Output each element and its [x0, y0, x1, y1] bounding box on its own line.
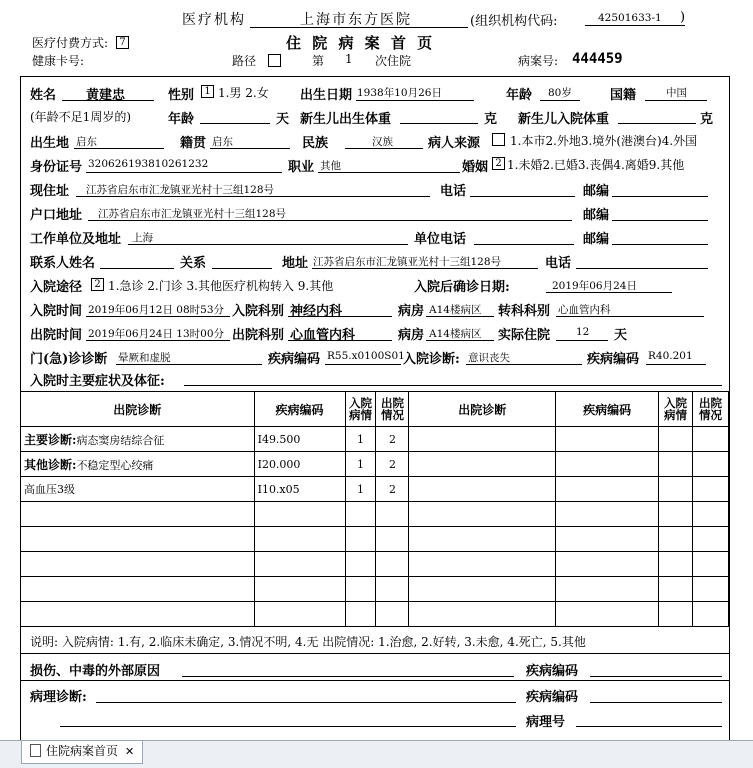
nb-admit-weight-underline [618, 123, 696, 124]
stay-label: 实际住院 [498, 328, 551, 343]
zip-underline-2 [612, 220, 708, 221]
code-cell[interactable] [556, 452, 659, 477]
diag-cell[interactable] [409, 452, 556, 477]
out-dept-underline [288, 340, 392, 341]
gram-unit-2: 克 [700, 112, 714, 127]
in-code-label: 疾病编码 [587, 352, 640, 367]
work-value[interactable]: 上海 [132, 232, 153, 244]
birth-underline [356, 100, 474, 101]
health-card-label: 健康卡号: [32, 54, 85, 68]
in-dept-label: 入院科别 [232, 304, 285, 319]
diag-cell[interactable] [21, 552, 255, 577]
table-row[interactable] [21, 452, 729, 477]
pay-value-box[interactable]: 7 [116, 36, 129, 49]
page-title: 住 院 病 案 首 页 [286, 34, 436, 52]
zip-label: 邮编 [583, 184, 610, 199]
id-label: 身份证号 [30, 160, 83, 175]
code-cell[interactable] [556, 577, 659, 602]
out-cond-cell[interactable] [376, 502, 409, 527]
case-no-label: 病案号: [518, 54, 559, 68]
age-label: 年龄 [506, 88, 533, 103]
ethnic-value[interactable]: 汉族 [372, 136, 393, 148]
in-cond-cell[interactable]: 1 [345, 452, 376, 477]
in-cond-cell[interactable] [659, 427, 693, 452]
zip-underline [612, 196, 708, 197]
code-cell[interactable]: I10.x05 [254, 477, 345, 502]
diag-cell[interactable] [21, 427, 255, 452]
main-diag-label: 主要诊断: [24, 432, 77, 447]
relation-label: 关系 [180, 256, 207, 271]
contact-addr-underline [312, 268, 538, 269]
in-cond-cell[interactable] [345, 552, 376, 577]
zip-label-3: 邮编 [583, 232, 610, 247]
work-phone-underline [474, 244, 574, 245]
code-cell[interactable] [556, 527, 659, 552]
injury-divider [20, 680, 729, 681]
diag-cell[interactable] [409, 502, 556, 527]
clinic-diag-value[interactable]: 晕厥和虚脱 [118, 352, 171, 364]
out-cond-cell[interactable] [692, 552, 728, 577]
col-header: 出院情况 [692, 392, 728, 427]
col-header: 出院情况 [376, 392, 409, 427]
nb-admit-weight-label: 新生儿入院体重 [518, 112, 610, 127]
birthplace-label: 出生地 [30, 136, 70, 151]
name-value[interactable]: 黄建忠 [86, 88, 126, 103]
path-diag-underline-2 [60, 726, 516, 727]
phone-label: 电话 [440, 184, 467, 199]
out-time-label: 出院时间 [30, 328, 83, 343]
infant-note: (年龄不足1周岁的) [30, 110, 131, 124]
path-no-underline [576, 726, 722, 727]
diag-cell[interactable] [21, 602, 255, 627]
code-cell[interactable]: I49.500 [254, 427, 345, 452]
col-header: 出院诊断 [409, 392, 556, 427]
diag-cell[interactable] [21, 527, 255, 552]
col-header: 入院病情 [659, 392, 693, 427]
org-name: 上海市东方医院 [300, 12, 412, 28]
code-cell[interactable] [556, 477, 659, 502]
birth-label: 出生日期 [300, 88, 353, 103]
path-code-underline [590, 702, 722, 703]
document-icon [30, 744, 41, 757]
nation-value[interactable]: 中国 [666, 87, 687, 99]
contact-addr-value[interactable]: 江苏省启东市汇龙镇亚光村十三组128号 [313, 256, 502, 268]
path-diag-underline [96, 702, 516, 703]
in-cond-cell[interactable] [659, 452, 693, 477]
diag-cell[interactable] [21, 577, 255, 602]
confirm-date[interactable]: 2019年06月24日 [552, 280, 637, 292]
path-no-label: 病理号 [526, 715, 566, 730]
code-cell[interactable] [254, 527, 345, 552]
injury-label: 损伤、中毒的外部原因 [30, 664, 161, 679]
injury-underline [182, 676, 514, 677]
job-value[interactable]: 其他 [320, 160, 341, 172]
phone-underline [470, 196, 575, 197]
huji-label: 户口地址 [30, 208, 83, 223]
name-underline [62, 100, 154, 101]
table-row[interactable] [21, 602, 729, 627]
table-row[interactable] [21, 527, 729, 552]
birthplace-value[interactable]: 启东 [76, 136, 97, 148]
code-cell[interactable] [556, 552, 659, 577]
ethnic-underline [345, 148, 423, 149]
marital-options: 1.未婚2.已婚3.丧偶4.离婚9.其他 [507, 158, 685, 172]
diag-cell[interactable] [409, 477, 556, 502]
addr-label: 现住址 [30, 184, 70, 199]
in-cond-cell[interactable] [659, 552, 693, 577]
org-code-close: ) [680, 10, 686, 25]
diag-cell[interactable] [409, 527, 556, 552]
clinic-code-underline [325, 364, 401, 365]
out-dept-label: 出院科别 [232, 328, 285, 343]
close-icon[interactable]: ✕ [125, 745, 135, 758]
id-value[interactable]: 320626193810261232 [88, 158, 209, 170]
out-dept-value[interactable]: 心血管内科 [290, 328, 356, 343]
work-label: 工作单位及地址 [30, 232, 122, 247]
out-cond-cell[interactable] [376, 577, 409, 602]
out-cond-cell[interactable]: 2 [376, 427, 409, 452]
out-cond-cell[interactable] [692, 477, 728, 502]
tab-case-homepage[interactable] [21, 741, 143, 764]
in-diag-underline [466, 364, 582, 365]
transfer-value[interactable]: 心血管内科 [558, 304, 611, 316]
table-row[interactable] [21, 427, 729, 452]
path-checkbox[interactable] [268, 54, 281, 67]
marital-box[interactable]: 2 [492, 157, 505, 170]
ward-in-value[interactable]: A14楼病区 [429, 304, 482, 316]
in-code-underline [646, 364, 706, 365]
route-label: 入院途径 [30, 280, 83, 295]
in-cond-cell[interactable]: 1 [345, 427, 376, 452]
birthplace-underline [74, 148, 164, 149]
col-header: 入院病情 [345, 392, 376, 427]
code-cell[interactable] [556, 427, 659, 452]
transfer-label: 转科科别 [498, 304, 551, 319]
diagnosis-table [20, 391, 729, 627]
case-no: 444459 [572, 51, 623, 67]
native-label: 籍贯 [180, 136, 207, 151]
route-options: 1.急诊 2.门诊 3.其他医疗机构转入 9.其他 [108, 279, 334, 293]
out-cond-cell[interactable] [692, 577, 728, 602]
diag-cell[interactable] [409, 427, 556, 452]
in-cond-cell[interactable] [345, 577, 376, 602]
out-cond-cell[interactable] [376, 552, 409, 577]
code-cell[interactable] [556, 502, 659, 527]
diag-text: 高血压3级 [24, 483, 75, 496]
nation-label: 国籍 [610, 88, 637, 103]
id-underline [86, 172, 282, 173]
job-label: 职业 [288, 160, 315, 175]
pay-label: 医疗付费方式: [32, 36, 109, 50]
org-code-underline [585, 25, 685, 26]
native-value[interactable]: 启东 [212, 136, 233, 148]
symptom-label: 入院时主要症状及体征: [30, 374, 165, 389]
zip-underline-3 [612, 244, 708, 245]
path-diag-label: 病理诊断: [30, 690, 87, 705]
birth-value[interactable]: 1938年10月26日 [357, 87, 442, 99]
diag-cell[interactable] [409, 552, 556, 577]
out-time-underline [86, 340, 230, 341]
age-underline [540, 100, 580, 101]
out-cond-cell[interactable] [376, 602, 409, 627]
injury-code-label: 疾病编码 [526, 664, 579, 679]
code-cell[interactable]: I20.000 [254, 452, 345, 477]
code-cell[interactable] [556, 602, 659, 627]
col-header: 疾病编码 [556, 392, 659, 427]
in-cond-cell[interactable] [659, 602, 693, 627]
in-cond-cell[interactable] [659, 477, 693, 502]
stay-underline [556, 340, 608, 341]
code-cell[interactable] [254, 577, 345, 602]
note-divider [20, 653, 729, 654]
confirm-label: 入院后确诊日期: [414, 280, 510, 295]
table-row[interactable] [21, 552, 729, 577]
diag-text: 病态窦房结综合征 [76, 433, 165, 447]
age-value[interactable]: 80岁 [548, 87, 572, 99]
clinic-diag-label: 门(急)诊诊断 [30, 352, 108, 367]
injury-code-underline [590, 676, 722, 677]
times-value: 1 [345, 52, 353, 66]
out-cond-cell[interactable] [692, 427, 728, 452]
nation-underline [645, 100, 707, 101]
native-underline [210, 148, 290, 149]
infant-age-underline [200, 123, 270, 124]
nb-birth-weight-underline [400, 123, 478, 124]
contact-phone-underline [576, 268, 708, 269]
zip-label-2: 邮编 [583, 208, 610, 223]
diag-cell[interactable] [409, 577, 556, 602]
out-cond-cell[interactable] [376, 527, 409, 552]
diag-text: 不稳定型心绞痛 [76, 458, 154, 472]
in-cond-cell[interactable] [345, 527, 376, 552]
times-prefix: 第 [312, 54, 325, 68]
addr-value[interactable]: 江苏省启东市汇龙镇亚光村十三组128号 [86, 184, 275, 196]
legend-note: 说明: 入院病情: 1.有, 2.临床未确定, 3.情况不明, 4.无 出院情况: 1.治愈, 2.好转, 3.未愈, 4.死亡, 5.其他 [30, 635, 586, 649]
in-time-underline [86, 316, 230, 317]
infant-age-label: 年龄 [168, 112, 195, 127]
in-cond-cell[interactable] [345, 602, 376, 627]
diag-cell[interactable] [21, 502, 255, 527]
out-cond-cell[interactable] [692, 527, 728, 552]
confirm-date-underline [546, 292, 672, 293]
contact-phone-label: 电话 [545, 256, 572, 271]
job-underline [318, 172, 460, 173]
ward-label: 病房 [398, 304, 425, 319]
tab-label: 住院病案首页 [46, 744, 119, 758]
contact-underline [100, 268, 174, 269]
sex-box[interactable]: 1 [201, 85, 214, 98]
sex-label: 性别 [168, 88, 195, 103]
in-dept-underline [288, 316, 392, 317]
clinic-code-label: 疾病编码 [268, 352, 321, 367]
path-label: 路径 [232, 54, 257, 68]
table-row[interactable] [21, 577, 729, 602]
stay-day-unit: 天 [614, 328, 628, 343]
in-cond-cell[interactable] [659, 577, 693, 602]
ward-in-underline [426, 316, 494, 317]
in-code-value[interactable]: R40.201 [648, 350, 693, 362]
in-dept-value[interactable]: 神经内科 [290, 304, 343, 319]
huji-value[interactable]: 江苏省启东市汇龙镇亚光村十三组128号 [98, 208, 287, 220]
contact-label: 联系人姓名 [30, 256, 96, 271]
out-cond-cell[interactable] [692, 602, 728, 627]
in-cond-cell[interactable]: 1 [345, 477, 376, 502]
source-box[interactable] [492, 133, 505, 146]
code-cell[interactable] [254, 602, 345, 627]
org-code-label: (组织机构代码: [470, 14, 558, 29]
name-label: 姓名 [30, 88, 57, 103]
out-cond-cell[interactable]: 2 [376, 452, 409, 477]
code-cell[interactable] [254, 502, 345, 527]
addr-underline [76, 196, 430, 197]
out-cond-cell[interactable] [692, 452, 728, 477]
table-row[interactable] [21, 477, 729, 502]
huji-underline [88, 220, 572, 221]
clinic-diag-underline [116, 364, 262, 365]
symptom-underline [184, 385, 722, 386]
transfer-underline [556, 316, 704, 317]
ward-out-value[interactable]: A14楼病区 [429, 328, 482, 340]
ward-label-2: 病房 [398, 328, 425, 343]
source-options: 1.本市2.外地3.境外(港澳台)4.外国 [510, 134, 698, 148]
in-time-value[interactable]: 2019年06月12日 08时53分 [88, 304, 225, 316]
source-label: 病人来源 [428, 136, 481, 151]
sex-options: 1.男 2.女 [218, 86, 269, 100]
diag-cell[interactable] [21, 452, 255, 477]
tab-bar [0, 740, 753, 768]
work-underline [128, 244, 408, 245]
clinic-code-value[interactable]: R55.x0100S01 [327, 350, 405, 362]
out-cond-cell[interactable]: 2 [376, 477, 409, 502]
in-cond-cell[interactable] [659, 527, 693, 552]
ward-out-underline [426, 340, 494, 341]
stay-days[interactable]: 12 [576, 326, 590, 338]
work-phone-label: 单位电话 [414, 232, 467, 247]
other-diag-label: 其他诊断: [24, 457, 77, 472]
path-code-label: 疾病编码 [526, 690, 579, 705]
gram-unit: 克 [484, 112, 498, 127]
diag-cell[interactable] [21, 477, 255, 502]
ethnic-label: 民族 [302, 136, 329, 151]
route-box[interactable]: 2 [91, 278, 104, 291]
diag-cell[interactable] [409, 602, 556, 627]
relation-underline [212, 268, 272, 269]
marital-label: 婚姻 [462, 160, 489, 175]
col-header: 出院诊断 [21, 392, 255, 427]
table-row[interactable] [21, 502, 729, 527]
in-diag-value[interactable]: 意识丧失 [468, 352, 510, 364]
in-cond-cell[interactable] [659, 502, 693, 527]
out-cond-cell[interactable] [692, 502, 728, 527]
table-header-row [21, 392, 729, 427]
org-name-underline [250, 27, 468, 28]
infant-day-unit: 天 [276, 112, 290, 127]
in-cond-cell[interactable] [345, 502, 376, 527]
col-header: 疾病编码 [254, 392, 345, 427]
in-time-label: 入院时间 [30, 304, 83, 319]
out-time-value[interactable]: 2019年06月24日 13时00分 [88, 328, 225, 340]
code-cell[interactable] [254, 552, 345, 577]
nb-birth-weight-label: 新生儿出生体重 [300, 112, 392, 127]
in-diag-label: 入院诊断: [403, 352, 460, 367]
org-label: 医疗机构 [182, 12, 246, 28]
contact-addr-label: 地址 [282, 256, 309, 271]
times-suffix: 次住院 [375, 54, 412, 68]
org-code: 42501633-1 [598, 12, 662, 24]
